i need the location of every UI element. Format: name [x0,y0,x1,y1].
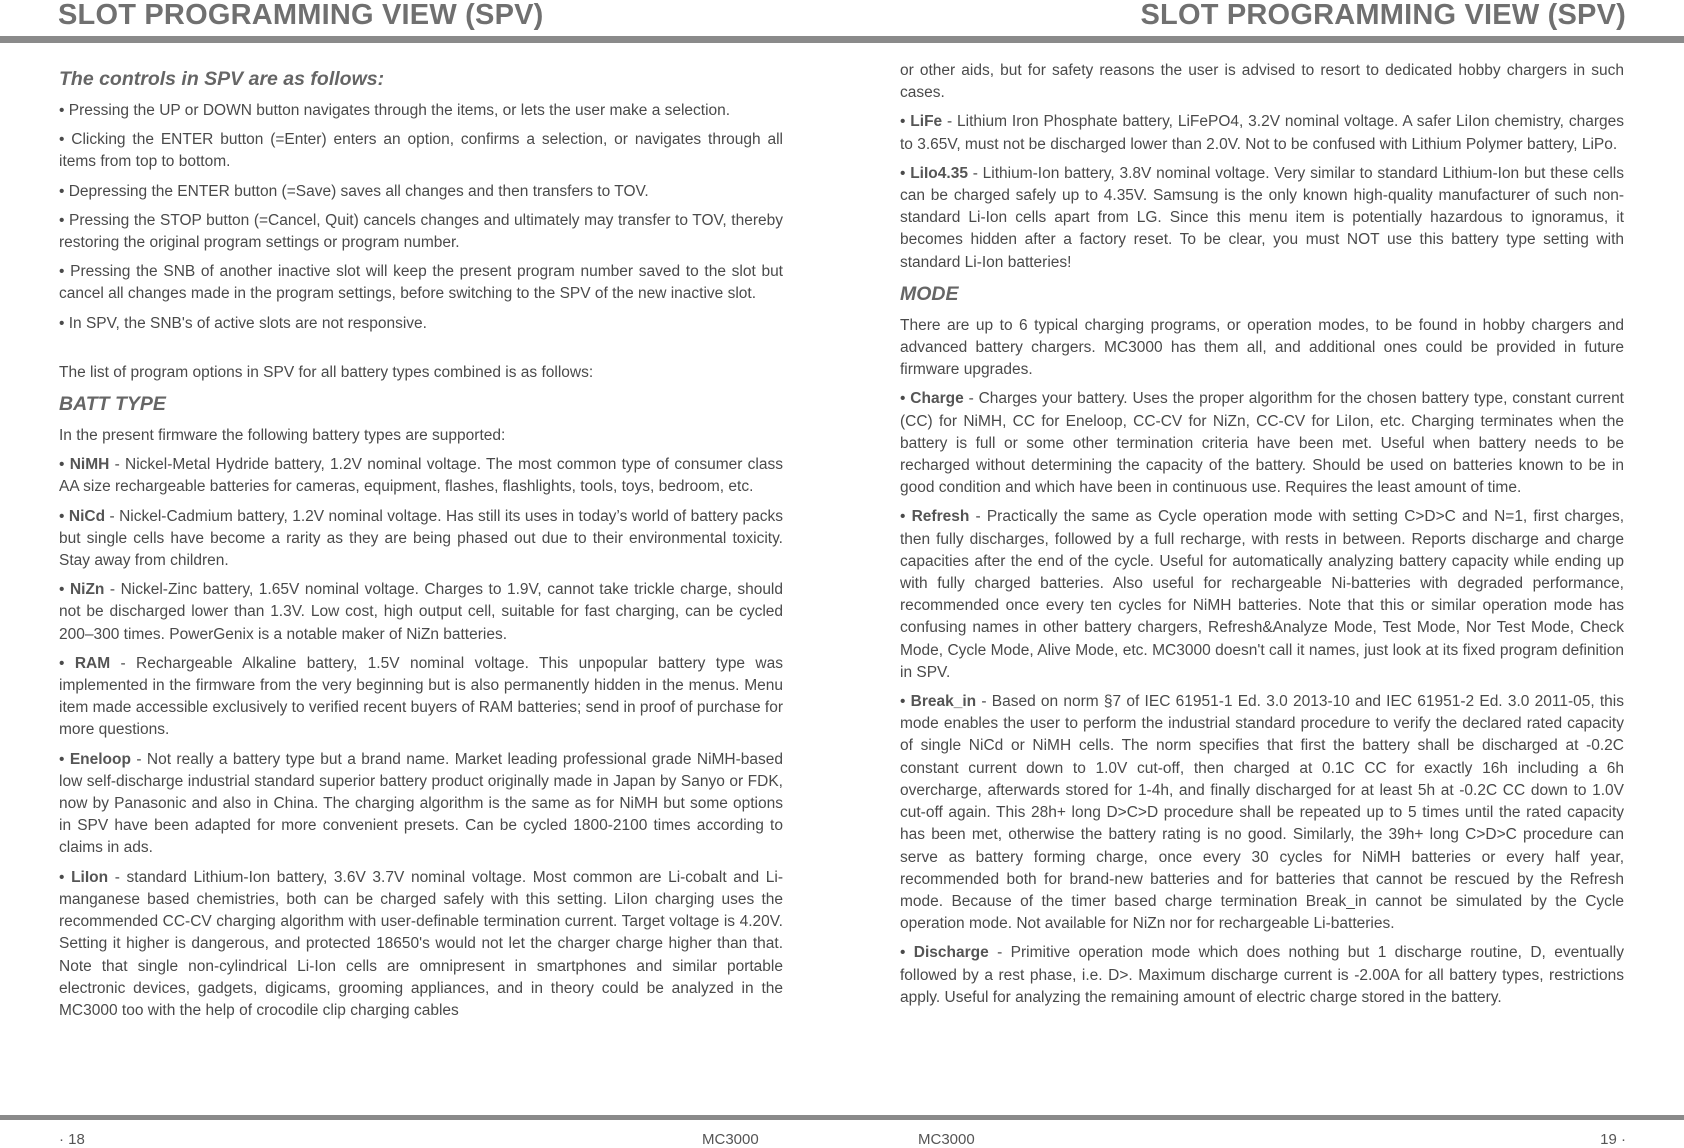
batt-term: LiFe [910,113,943,131]
right-page-column [900,60,1624,1016]
continuation-text: or other aids, but for safety reasons the user is advised to resort to dedicated hobby chargers in such cases. [900,62,1624,102]
mode-term: Charge [910,390,964,408]
batt-desc: - Lithium-Ion battery, 3.8V nominal voltage. Very similar to standard Lithium-Ion but these cells can be charged safely up to 4.35V. Samsung is the only known high-quality manufacturer of such non-standard Li-Ion cells apart from LG. Since this menu item is potentially hazardous to ignoramus, it becomes hidden after a factory reset. To be clear, you must NOT use this battery type setting with standard Li-Ion batteries! [900,164,1624,271]
batt-item-nicd: • NiCd - Nickel-Cadmium battery, 1.2V nominal voltage. Has still its uses in today’s world of battery packs but single cells have become a rarity as they are being phased out due to their environmental toxicity. Stay away from children. [59,507,783,570]
batt-item-liio435: • LiIo4.35 - Lithium-Ion battery, 3.8V nominal voltage. Very similar to standard Lithium-Ion but these cells can be charged safely up to 4.35V. Samsung is the only known high-quality manufacturer of such non-standard Li-Ion cells apart from LG. Since this menu item is potentially hazardous to ignoramus, it becomes hidden after a factory reset. To be clear, you must NOT use this battery type setting with standard Li-Ion batteries! [900,164,1624,271]
batt-desc: - Rechargeable Alkaline battery, 1.5V nominal voltage. This unpopular battery type was implemented in the firmware from the very beginning but is also permanently hidden in the menus. Menu item made accessible exclusively to verified recent buyers of RAM batteries; send in proof of purchase for more questions. [59,654,784,739]
control-item: • Depressing the ENTER button (=Save) saves all changes and then transfers to TOV. [59,182,649,200]
mode-desc: - Practically the same as Cycle operation mode with setting C>D>C and N=1, first charges, then fully discharges, followed by a full recharge, with rests in between. Reports discharge and charge capacities after the end of the cycle. Useful for automatically analyzing battery capacity while ending up with fully charged batteries. Also useful for rechargeable Ni-batteries with degraded performance, recommended once every ten cycles for NiMH batteries. Note that this or similar operation mode has confusing names in other battery chargers, Refresh&Analyze Mode, Test Mode, Nor Test Mode, Check Mode, Cycle Mode, Alive Mode, etc. MC3000 doesn't call it names, just look at its fixed program definition in SPV. [900,508,1624,681]
mode-desc: - Primitive operation mode which does nothing but 1 discharge routine, D, eventually followed by a rest phase, i.e. D>. Maximum discharge current is -2.00A for all battery types, restrictions apply. Useful for analyzing the remaining amount of electric charge stored in the battery. [900,944,1624,1006]
batt-desc: - standard Lithium-Ion battery, 3.6V 3.7V nominal voltage. Most common are Li-cobalt and Li-manganese based chemistries, both can be charged safely with this setting. LiIon charging uses the recommended CC-CV charging algorithm with user-definable termination current. Target voltage is 4.20V. Setting it higher is dangerous, and protected 18650's would not let the charger charge higher than that. Note that single non-cylindrical Li-Ion cells are omnipresent in smartphones and similar portable electronic devices, gadgets, digicams, grooming appliances, and in theory could be analyzed in the MC3000 too with the help of crocodile clip charging cables [59,868,783,1019]
batt-term: NiZn [69,581,105,599]
control-item: • Pressing the SNB of another inactive slot will keep the present program number saved to the slot but cancel all changes made in the program settings, before switching to the SPV of the new inactive slot. [59,263,783,303]
left-page-column [59,60,783,1029]
model-name-left: MC3000 [702,1131,759,1148]
batt-type-intro: In the present firmware the following battery types are supported: [59,427,506,445]
footer-rule [0,1115,1684,1120]
batt-desc: - Lithium Iron Phosphate battery, LiFePO4, 3.2V nominal voltage. A safer LiIon chemistry, charges to 3.65V, must not be discharged lower than 2.0V. Not to be confused with Lithium Polymer battery, LiPo. [900,113,1624,153]
header-title-right: SLOT PROGRAMMING VIEW (SPV) [1140,0,1626,31]
mode-term: Refresh [911,508,970,526]
batt-item-nizn: • NiZn - Nickel-Zinc battery, 1.65V nominal voltage. Charges to 1.9V, cannot take trickle charge, should not be discharged lower than 1.3V. Low cost, high output cell, suitable for fast charging, can be cycled 200–300 times. PowerGenix is a notable maker of NiZn batteries. [59,581,784,643]
page-number-right: 19 · [1600,1131,1626,1148]
mode-item-charge: • Charge - Charges your battery. Uses the proper algorithm for the chosen battery type, constant current (CC) for NiMH, CC for Eneloop, CC-CV for NiZn, CC-CV for LiIon, etc. Charging terminates when the battery is full or some other termination criteria have been met. Useful when battery needs to be recharged without determining the capacity of the battery. Should be used on batteries known to be in good condition and which have been in continuous use. Requires the least amount of time. [900,390,1624,497]
batt-term: NiCd [68,507,106,525]
batt-term: LiIo4.35 [910,164,968,182]
batt-item-eneloop: • Eneloop - Not really a battery type but a brand name. Market leading professional grade NiMH-based low self-discharge industrial standard superior battery product originally made in Japan by Sanyo or FDK, now by Panasonic and also in China. The charging algorithm is the same as for NiMH but some options in SPV have been adapted for more convenient presets. Can be cycled 1800-2100 times according to claims in ads. [59,750,784,857]
control-item: • Pressing the STOP button (=Cancel, Quit) cancels changes and ultimately may transfer to TOV, thereby restoring the original program settings or program number. [59,211,783,252]
batt-term: NiMH [69,456,110,474]
control-item: • Clicking the ENTER button (=Enter) enters an option, confirms a selection, or navigates through all items from top to bottom. [59,131,783,171]
batt-term: LiIon [71,868,109,886]
mode-term: Discharge [913,944,989,962]
page-number-left: · 18 [59,1131,85,1148]
controls-heading: The controls in SPV are as follows: [59,68,385,90]
mode-desc: - Charges your battery. Uses the proper algorithm for the chosen battery type, constant current (CC) for NiMH, CC for Eneloop, CC-CV for NiZn, CC-CV for LiIon, etc. Charging terminates when the battery is full or some other termination criteria have been met. Useful when battery needs to be recharged without determining the capacity of the battery. Should be used on batteries known to be in good condition and which have been in continuous use. Requires the least amount of time. [900,390,1624,497]
batt-term: Eneloop [69,750,131,768]
header-rule [0,36,1684,43]
batt-item-life: • LiFe - Lithium Iron Phosphate battery, LiFePO4, 3.2V nominal voltage. A safer LiIon chemistry, charges to 3.65V, must not be discharged lower than 2.0V. Not to be confused with Lithium Polymer battery, LiPo. [900,113,1624,153]
mode-intro: There are up to 6 typical charging programs, or operation modes, to be found in hobby chargers and advanced battery chargers. MC3000 has them all, and additional ones could be provided in future firmware upgrades. [900,316,1624,379]
mode-item-discharge: • Discharge - Primitive operation mode which does nothing but 1 discharge routine, D, eventually followed by a rest phase, i.e. D>. Maximum discharge current is -2.00A for all battery types, restrictions apply. Useful for analyzing the remaining amount of electric charge stored in the battery. [900,944,1624,1006]
control-item: • In SPV, the SNB's of active slots are not responsive. [59,314,427,332]
mode-item-break-in: • Break_in - Based on norm §7 of IEC 61951-1 Ed. 3.0 2013-10 and IEC 61951-2 Ed. 3.0 2011-05, this mode enables the user to perform the industrial standard procedure to verify the declared rated capacity of single NiCd or NiMH cells. The norm specifies that first the battery shall be discharged at -0.2C constant current down to 1.0V cut-off, then charged at 0.1C CC for exactly 16h including a 6h overcharge, afterwards stored for 1-4h, and finally discharged for at least 5h at -0.2C CC down to 1.0V cut-off again. This 28h+ long D>C>D procedure shall be repeated up to 5 times until the rated capacity has been met, otherwise the battery rating is no good. Similarly, the 39h+ long C>D>C procedure can serve as battery forming charge, once every 30 cycles for NiMH batteries or every half year, recommended both for brand-new batteries and for batteries that cannot be rescued by the Refresh mode. Because of the timer based charge termination Break_in cannot be simulated by the Cycle operation mode. Not available for NiZn nor for rechargeable Li-batteries. [900,693,1624,933]
program-list-intro: The list of program options in SPV for all battery types combined is as follows: [59,363,594,381]
batt-item-nimh: • NiMH - Nickel-Metal Hydride battery, 1.2V nominal voltage. The most common type of consumer class AA size rechargeable batteries for cameras, equipment, flashes, flashlights, tools, toys, bedroom, etc. [59,456,783,496]
header-title-left: SLOT PROGRAMMING VIEW (SPV) [58,0,544,31]
batt-type-heading: BATT TYPE [59,393,166,416]
mode-item-refresh: • Refresh - Practically the same as Cycle operation mode with setting C>D>C and N=1, first charges, then fully discharges, followed by a full recharge, with rests in between. Reports discharge and charge capacities after the end of the cycle. Useful for automatically analyzing battery capacity while ending up with fully charged batteries. Also useful for rechargeable Ni-batteries with degraded performance, recommended once every ten cycles for NiMH batteries. Note that this or similar operation mode has confusing names in other battery chargers, Refresh&Analyze Mode, Test Mode, Nor Test Mode, Check Mode, Cycle Mode, Alive Mode, etc. MC3000 doesn't call it names, just look at its fixed program definition in SPV. [900,508,1624,681]
mode-heading: MODE [900,282,959,305]
model-name-right: MC3000 [918,1131,975,1148]
control-item: • Pressing the UP or DOWN button navigates through the items, or lets the user make a selection. [59,102,731,119]
batt-desc: - Not really a battery type but a brand name. Market leading professional grade NiMH-based low self-discharge industrial standard superior battery product originally made in Japan by Sanyo or FDK, now by Panasonic and also in China. The charging algorithm is the same as for NiMH but some options in SPV have been adapted for more convenient presets. Can be cycled 1800-2100 times according to claims in ads. [59,750,784,857]
batt-item-ram: • RAM - Rechargeable Alkaline battery, 1.5V nominal voltage. This unpopular battery type was implemented in the firmware from the very beginning but is also permanently hidden in the menus. Menu item made accessible exclusively to verified recent buyers of RAM batteries; send in proof of purchase for more questions. [59,654,784,739]
mode-term: Break_in [910,693,977,711]
batt-item-liion: • LiIon - standard Lithium-Ion battery, 3.6V 3.7V nominal voltage. Most common are Li-cobalt and Li-manganese based chemistries, both can be charged safely with this setting. LiIon charging uses the recommended CC-CV charging algorithm with user-definable termination current. Target voltage is 4.20V. Setting it higher is dangerous, and protected 18650's would not let the charger charge higher than that. Note that single non-cylindrical Li-Ion cells are omnipresent in smartphones and similar portable electronic devices, gadgets, digicams, grooming appliances, and in theory could be analyzed in the MC3000 too with the help of crocodile clip charging cables [59,868,783,1019]
batt-desc: - Nickel-Cadmium battery, 1.2V nominal voltage. Has still its uses in today’s world of battery packs but single cells have become a rarity as they are being phased out due to their environmental toxicity. Stay away from children. [59,507,783,570]
batt-desc: - Nickel-Metal Hydride battery, 1.2V nominal voltage. The most common type of consumer class AA size rechargeable batteries for cameras, equipment, flashes, flashlights, tools, toys, bedroom, etc. [59,456,783,496]
batt-term: RAM [74,654,111,672]
batt-desc: - Nickel-Zinc battery, 1.65V nominal voltage. Charges to 1.9V, cannot take trickle charge, should not be discharged lower than 1.3V. Low cost, high output cell, suitable for fast charging, can be cycled 200–300 times. PowerGenix is a notable maker of NiZn batteries. [59,581,784,643]
mode-desc: - Based on norm §7 of IEC 61951-1 Ed. 3.0 2013-10 and IEC 61951-2 Ed. 3.0 2011-05, this mode enables the user to perform the industrial standard procedure to verify the declared rated capacity of single NiCd or NiMH cells. The norm specifies that first the battery shall be discharged at -0.2C constant current down to 1.0V cut-off, then charged at 0.1C CC for exactly 16h including a 6h overcharge, afterwards stored for 1-4h, and finally discharged for at least 5h at -0.2C CC down to 1.0V cut-off again. This 28h+ long D>C>D procedure shall be repeated up to 5 times until the rated capacity has been met, otherwise the battery rating is no good. Similarly, the 39h+ long C>D>C procedure can serve as battery forming charge, once every 30 cycles for NiMH batteries or every half year, recommended both for brand-new batteries and for batteries that cannot be rescued by the Refresh mode. Because of the timer based charge termination Break_in cannot be simulated by the Cycle operation mode. Not available for NiZn nor for rechargeable Li-batteries. [900,693,1624,933]
